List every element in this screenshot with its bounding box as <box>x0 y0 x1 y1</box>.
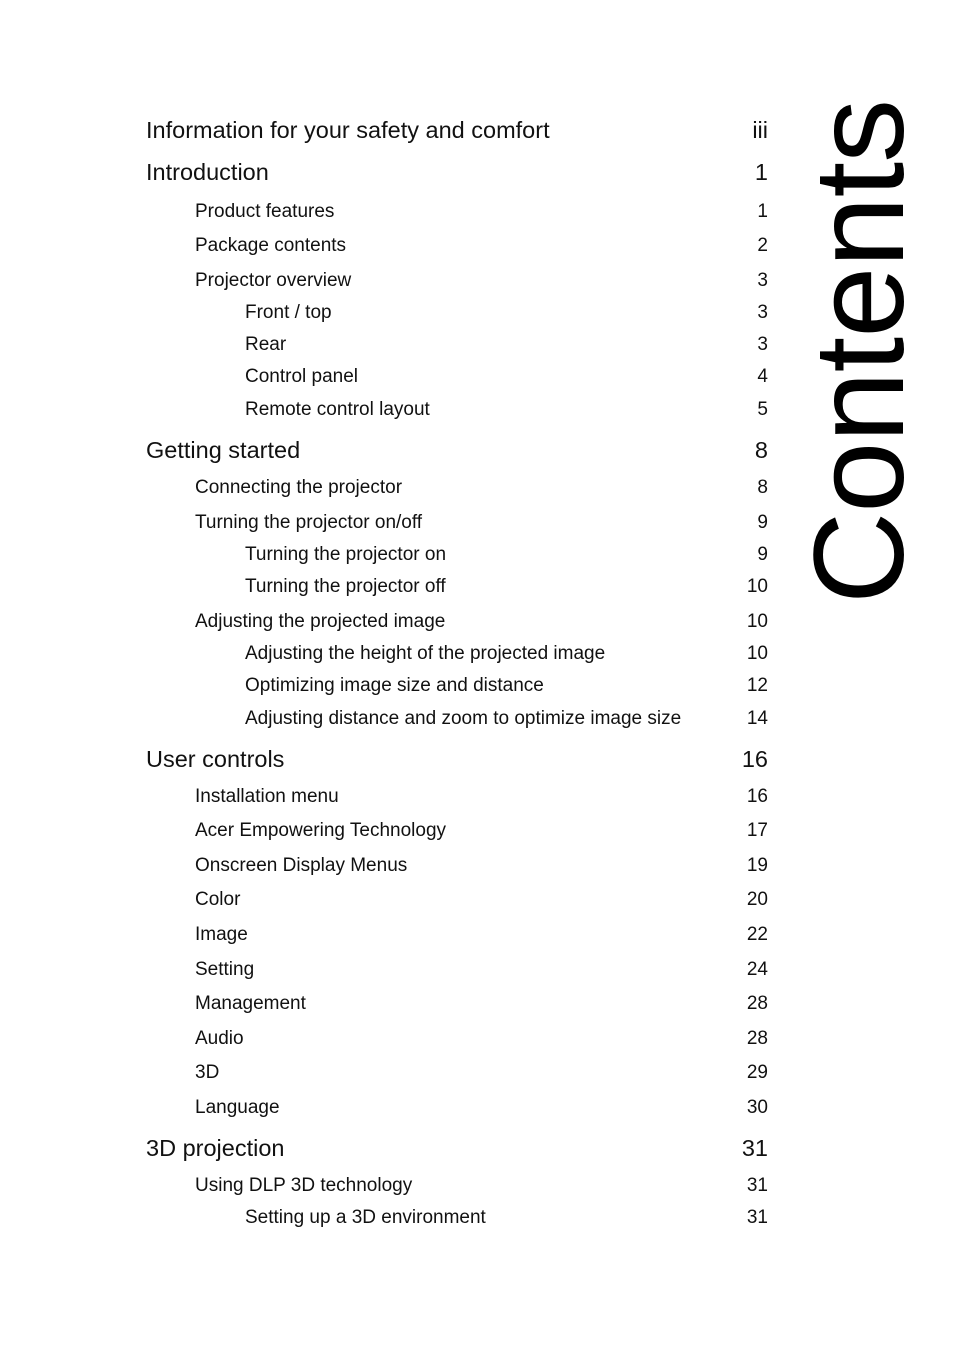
toc-entry-title: Using DLP 3D technology <box>195 1175 413 1196</box>
toc-entry-title: Adjusting the height of the projected image <box>245 643 606 664</box>
toc-entry[interactable] <box>146 1135 768 1162</box>
toc-entry-page: 5 <box>757 399 768 420</box>
toc-entry[interactable] <box>195 786 768 808</box>
toc-entry[interactable] <box>195 993 768 1015</box>
toc-entry-title: Management <box>195 993 306 1014</box>
toc-entry[interactable] <box>245 708 768 730</box>
toc-entry-title: 3D <box>195 1062 220 1083</box>
toc-entry-page: 8 <box>757 477 768 498</box>
toc-entry-page: 12 <box>746 675 768 696</box>
toc-entry-page: 31 <box>741 1135 768 1161</box>
toc-entry-page: 22 <box>746 924 768 945</box>
toc-entry-title: Front / top <box>245 302 332 323</box>
toc-entry-page: 9 <box>757 544 768 565</box>
toc-entry[interactable] <box>245 643 768 665</box>
toc-entry-page: 8 <box>754 437 768 463</box>
toc-entry[interactable] <box>195 889 768 911</box>
toc-entry-title: Optimizing image size and distance <box>245 675 544 696</box>
toc-entry-page: 29 <box>746 1062 768 1083</box>
toc-entry[interactable] <box>195 1028 768 1050</box>
toc-entry[interactable] <box>195 959 768 981</box>
toc-entry-page: 10 <box>746 611 768 632</box>
toc-entry-page: 31 <box>746 1175 768 1196</box>
toc-entry[interactable] <box>245 366 768 388</box>
toc-entry-title: Turning the projector off <box>245 576 446 597</box>
toc-entry-page: 31 <box>746 1207 768 1228</box>
toc-entry[interactable] <box>195 924 768 946</box>
toc-entry-title: Introduction <box>146 159 269 185</box>
toc-entry[interactable] <box>245 544 768 566</box>
toc-entry-page: 14 <box>746 708 768 729</box>
toc-entry-title: Setting <box>195 959 255 980</box>
toc-entry[interactable] <box>195 270 768 292</box>
toc-entry-page: 3 <box>757 334 768 355</box>
toc-entry-title: Rear <box>245 334 287 355</box>
toc-entry-title: Projector overview <box>195 270 352 291</box>
toc-entry-page: 19 <box>746 855 768 876</box>
toc-entry-title: Adjusting distance and zoom to optimize image size <box>245 708 682 729</box>
toc-entry[interactable] <box>195 611 768 633</box>
toc-entry-page: 1 <box>754 159 768 185</box>
toc-entry-page: 20 <box>746 889 768 910</box>
toc-entry[interactable] <box>245 334 768 356</box>
toc-entry-title: Getting started <box>146 437 301 463</box>
toc-entry-title: Turning the projector on/off <box>195 512 423 533</box>
toc-entry-title: Remote control layout <box>245 399 430 420</box>
toc-entry-page: 9 <box>757 512 768 533</box>
toc-entry[interactable] <box>195 1175 768 1197</box>
toc-entry-title: Acer Empowering Technology <box>195 820 447 841</box>
toc-entry[interactable] <box>195 1062 768 1084</box>
toc-entry[interactable] <box>245 302 768 324</box>
toc-entry[interactable] <box>245 1207 768 1229</box>
toc-entry-title: Information for your safety and comfort <box>146 117 550 143</box>
toc-entry-page: 30 <box>746 1097 768 1118</box>
toc-entry[interactable] <box>245 576 768 598</box>
toc-entry[interactable] <box>195 1097 768 1119</box>
toc-entry-title: Language <box>195 1097 280 1118</box>
toc-entry-title: Product features <box>195 201 335 222</box>
toc-entry[interactable] <box>146 437 768 464</box>
toc-entry-page: 16 <box>746 786 768 807</box>
toc-entry-title: Onscreen Display Menus <box>195 855 408 876</box>
toc-entry-page: 16 <box>741 746 768 772</box>
toc-entry-page: 10 <box>746 576 768 597</box>
toc-entry[interactable] <box>195 820 768 842</box>
toc-entry[interactable] <box>195 201 768 223</box>
toc-entry-page: 2 <box>757 235 768 256</box>
toc-entry-title: Package contents <box>195 235 347 256</box>
toc-entry-page: iii <box>752 117 768 143</box>
toc-entry-title: Color <box>195 889 241 910</box>
toc-entry-page: 28 <box>746 993 768 1014</box>
toc-entry[interactable] <box>245 399 768 421</box>
toc-entry-title: Installation menu <box>195 786 339 807</box>
toc-entry-title: Audio <box>195 1028 244 1049</box>
toc-entry-page: 1 <box>757 201 768 222</box>
toc-entry[interactable] <box>195 855 768 877</box>
toc-entry-title: Connecting the projector <box>195 477 403 498</box>
toc-entry-title: 3D projection <box>146 1135 285 1161</box>
toc-entry-title: Control panel <box>245 366 359 387</box>
toc-entry-page: 3 <box>757 270 768 291</box>
toc-entry-title: Turning the projector on <box>245 544 447 565</box>
toc-entry-title: Image <box>195 924 248 945</box>
toc-entry-page: 17 <box>746 820 768 841</box>
toc-entry-page: 28 <box>746 1028 768 1049</box>
toc-entry-title: User controls <box>146 746 285 772</box>
toc-entry[interactable] <box>195 235 768 257</box>
toc-entry[interactable] <box>245 675 768 697</box>
toc-entry[interactable] <box>146 159 768 186</box>
toc-entry-page: 10 <box>746 643 768 664</box>
toc-entry-title: Adjusting the projected image <box>195 611 446 632</box>
toc-entry[interactable] <box>195 512 768 534</box>
toc-entry-page: 3 <box>757 302 768 323</box>
toc-entry[interactable] <box>195 477 768 499</box>
toc-entry[interactable] <box>146 746 768 773</box>
toc-entry-page: 4 <box>757 366 768 387</box>
contents-heading: Contents <box>788 99 931 605</box>
toc-entry[interactable] <box>146 117 768 144</box>
toc-entry-page: 24 <box>746 959 768 980</box>
toc-entry-title: Setting up a 3D environment <box>245 1207 486 1228</box>
